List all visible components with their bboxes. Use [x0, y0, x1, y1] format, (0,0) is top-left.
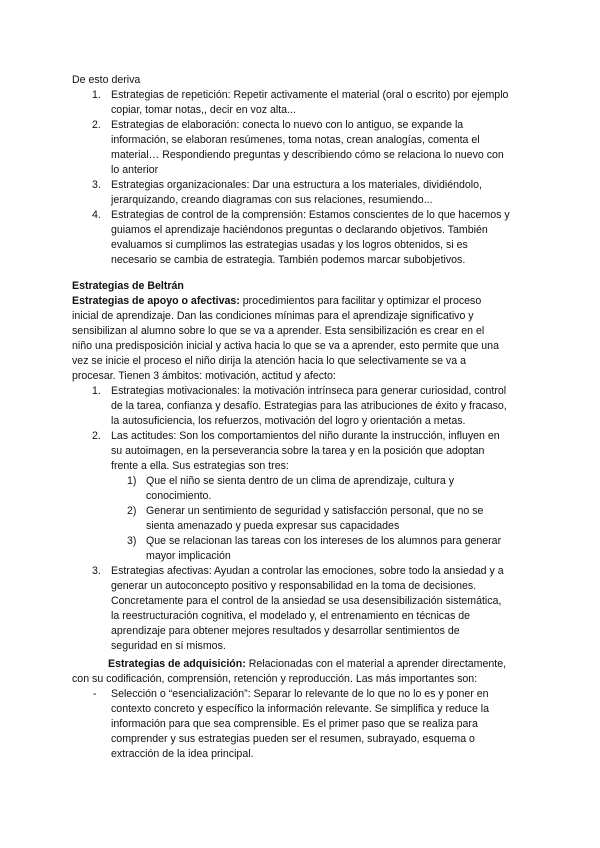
list-item-line: información para que sea comprensible. Es el primer paso que se realiza para	[111, 718, 478, 730]
list-item-line: información, se elaboran resúmenes, toma notas, crean analogías, comenta el	[111, 134, 480, 146]
list-item-line: Concretamente para el control de la ansiedad se usa desensibilización sistemática,	[111, 595, 502, 607]
list-item-line: Estrategias afectivas: Ayudan a controlar las emociones, sobre todo la ansiedad y a	[111, 565, 504, 577]
list-number: 1.	[92, 89, 101, 101]
sublist-number: 1)	[127, 475, 137, 487]
list-item-line: material… Respondiendo preguntas y describiendo cómo se relaciona lo nuevo con	[111, 149, 504, 161]
list-item-line: jerarquizando, creando diagramas con sus relaciones, resumiendo...	[111, 194, 433, 206]
list-item-line: lo anterior	[111, 164, 159, 176]
list-dash: -	[93, 688, 97, 700]
list-item-line: de la tarea, confianza y desafío. Estrategias para las atribuciones de éxito y fracaso,	[111, 400, 507, 412]
term-bold: Estrategias de adquisición:	[108, 658, 246, 670]
list-item-line: evaluamos si cumplimos las estrategias usadas y los logros obtenidos, si es	[111, 239, 468, 251]
paragraph-line: con su codificación, comprensión, retención y reproducción. Las más importantes son:	[72, 673, 478, 685]
sublist-item-line: conocimiento.	[146, 490, 212, 502]
list-item-line: aprendizaje para obtener mejores resultados y desarrollar sentimientos de	[111, 625, 460, 637]
list-number: 4.	[92, 209, 101, 221]
sublist-item-line: sienta amenazado y pueda expresar sus capacidades	[146, 520, 400, 532]
list-number: 3.	[92, 179, 101, 191]
list-item-line: Estrategias de elaboración: conecta lo nuevo con lo antiguo, se expande la	[111, 119, 464, 131]
list-number: 3.	[92, 565, 101, 577]
intro-text: De esto deriva	[72, 74, 141, 86]
paragraph-line: inicial de aprendizaje. Dan las condiciones mínimas para el aprendizaje significativo y	[72, 310, 474, 322]
list-item-line: la reestructuración cognitiva, el modelado y, el entrenamiento en técnicas de	[111, 610, 471, 622]
term-bold: Estrategias de apoyo o afectivas:	[72, 295, 240, 307]
list-item-line: la autosuficiencia, los refuerzos, motivación del logro y orientación a metas.	[111, 415, 466, 427]
paragraph-text: procedimientos para facilitar y optimizar el proceso	[239, 295, 482, 307]
list-item-line: Estrategias organizacionales: Dar una estructura a los materiales, dividiéndolo,	[111, 179, 482, 191]
sublist-item-line: Generar un sentimiento de seguridad y satisfacción personal, que no se	[146, 505, 484, 517]
list-item-line: su autoimagen, en la perseverancia sobre la tarea y en la posición que adoptan	[111, 445, 485, 457]
list-item-line: copiar, tomar notas,, decir en voz alta...	[111, 104, 296, 116]
list-item-line: Estrategias de repetición: Repetir activamente el material (oral o escrito) por ejemplo	[111, 89, 509, 101]
list-number: 2.	[92, 430, 101, 442]
paragraph-text: Relacionadas con el material a aprender directamente,	[245, 658, 507, 670]
sublist-item-line: mayor implicación	[146, 550, 231, 562]
list-item-line: frente a ella. Sus estrategias son tres:	[111, 460, 289, 472]
list-item-line: necesario se cambia de estrategia. También podemos marcar subobjetivos.	[111, 254, 466, 266]
list-item-line: comprender y sus estrategias pueden ser el resumen, subrayado, esquema o	[111, 733, 475, 745]
paragraph-line: procesar. Tienen 3 ámbitos: motivación, actitud y afecto:	[72, 370, 336, 382]
list-item-line: generar un autoconcepto positivo y responsabilidad en la toma de decisiones.	[111, 580, 477, 592]
sublist-number: 3)	[127, 535, 137, 547]
list-item-line: Estrategias de control de la comprensión: Estamos conscientes de lo que hacemos y	[111, 209, 510, 221]
section-heading: Estrategias de Beltrán	[72, 280, 184, 292]
list-number: 2.	[92, 119, 101, 131]
list-item-line: seguridad en sí mismos.	[111, 640, 226, 652]
paragraph-line	[108, 657, 506, 672]
list-item-line: guiamos el aprendizaje haciéndonos preguntas o declarando objetivos. También	[111, 224, 488, 236]
list-item-line: Selección o “esencialización”: Separar lo relevante de lo que no lo es y poner en	[111, 688, 489, 700]
list-number: 1.	[92, 385, 101, 397]
paragraph-line: sensibilizan al alumno sobre lo que se va a aprender. Esta sensibilización es crear en el	[72, 325, 485, 337]
list-item-line: Estrategias motivacionales: la motivación intrínseca para generar curiosidad, control	[111, 385, 507, 397]
sublist-item-line: Que se relacionan las tareas con los intereses de los alumnos para generar	[146, 535, 502, 547]
list-item-line: extracción de la idea principal.	[111, 748, 254, 760]
sublist-number: 2)	[127, 505, 137, 517]
paragraph-line: niño una predisposición inicial y activa hacia lo que se va a aprender, esto permite que una	[72, 340, 499, 352]
sublist-item-line: Que el niño se sienta dentro de un clima de aprendizaje, cultura y	[146, 475, 454, 487]
paragraph-line: vez se inicie el proceso el niño dirija la atención hacia lo que selectivamente se va a	[72, 355, 466, 367]
list-item-line: contexto concreto y específico la información relevante. Se simplifica y reduce la	[111, 703, 490, 715]
list-item-line: Las actitudes: Son los comportamientos del niño durante la instrucción, influyen en	[111, 430, 500, 442]
paragraph-line	[72, 294, 481, 309]
